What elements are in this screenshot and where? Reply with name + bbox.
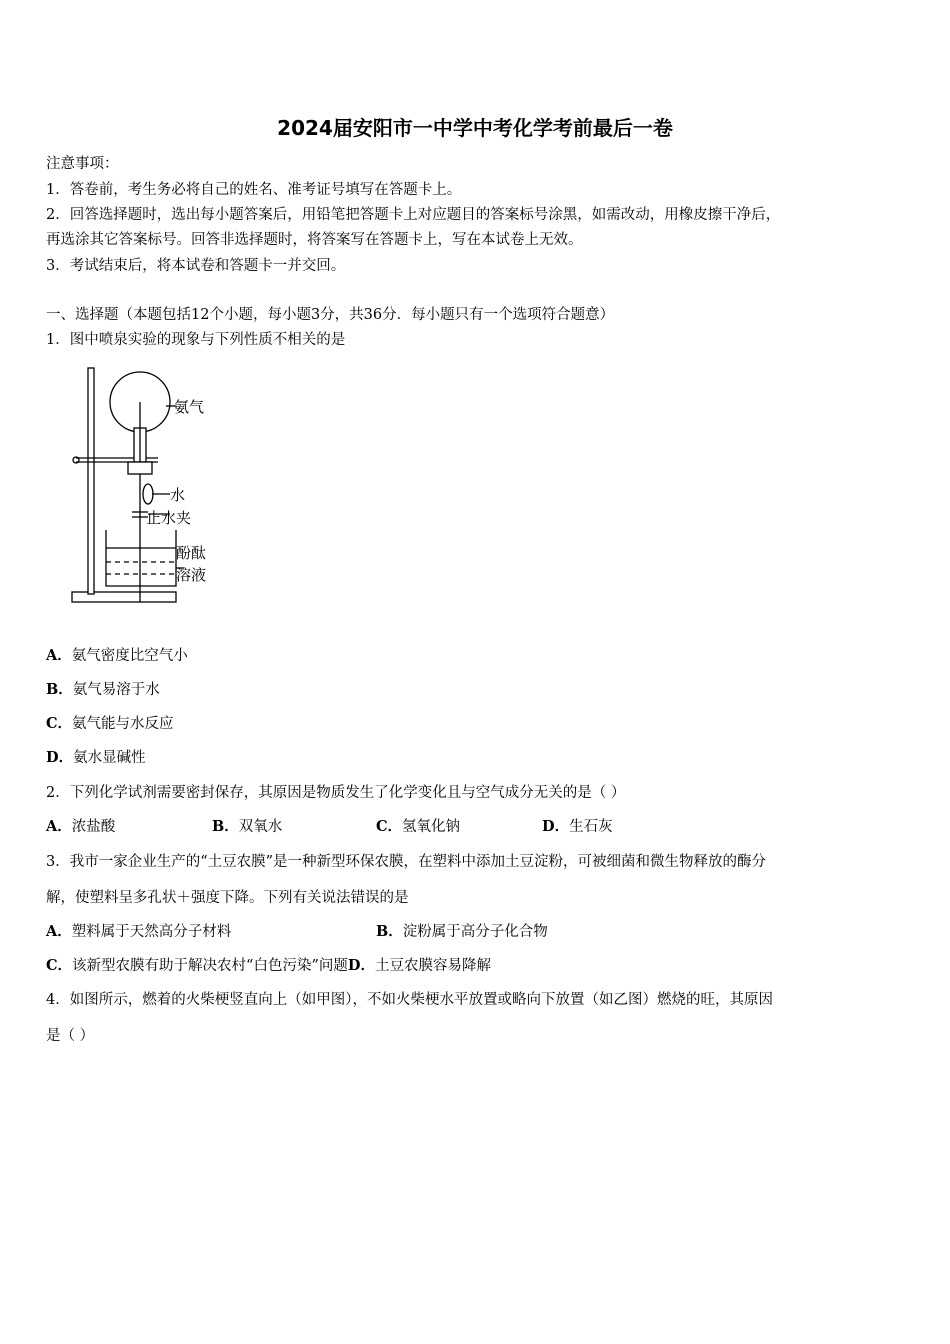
question-4-stem-line-2: 是（ ） <box>46 1028 95 1044</box>
option-text: 氨水显碱性 <box>73 750 146 766</box>
option-label: C． <box>46 957 73 974</box>
option-label: B． <box>212 818 239 835</box>
page-title: 2024届安阳市一中学中考化学考前最后一卷 <box>277 116 673 140</box>
option-text: 氢氧化钠 <box>402 819 461 835</box>
q2-option-c <box>376 815 460 836</box>
question-1-stem: 1．图中喷泉实验的现象与下列性质不相关的是 <box>46 332 346 348</box>
q1-option-a <box>46 644 188 665</box>
option-label: B． <box>46 681 73 698</box>
fountain-experiment-figure <box>66 362 226 610</box>
option-label: D． <box>542 818 570 835</box>
question-3-stem-line-1: 3．我市一家企业生产的“土豆农膜”是一种新型环保农膜，在塑料中添加土豆淀粉，可被细菌和微生物释放的酶分 <box>46 854 767 870</box>
notice-item: 2．回答选择题时，选出每小题答案后，用铅笔把答题卡上对应题目的答案标号涂黑，如需改动，用橡皮擦干净后， <box>46 207 781 223</box>
q1-option-b <box>46 678 160 699</box>
notice-item: 3．考试结束后，将本试卷和答题卡一并交回。 <box>46 258 346 274</box>
option-label: A． <box>46 647 72 664</box>
option-text: 淀粉属于高分子化合物 <box>402 924 548 940</box>
option-label: D． <box>347 957 375 974</box>
option-text: 塑料属于天然高分子材料 <box>71 924 232 940</box>
label-phenol-2: 溶液 <box>176 566 207 584</box>
option-label: C． <box>376 818 403 835</box>
q3-option-a <box>46 920 231 941</box>
option-label: A． <box>46 818 72 835</box>
q2-option-a <box>46 815 115 836</box>
option-text: 氨气密度比空气小 <box>71 648 188 664</box>
question-2-stem: 2．下列化学试剂需要密封保存，其原因是物质发生了化学变化且与空气成分无关的是（ ） <box>46 785 626 801</box>
q1-option-d <box>46 746 146 767</box>
option-label: A． <box>46 923 72 940</box>
option-label: C． <box>46 715 73 732</box>
notice-item: 1．答卷前，考生务必将自己的姓名、准考证号填写在答题卡上。 <box>46 182 462 198</box>
label-ammonia: 氨气 <box>174 398 205 416</box>
label-phenol-1: 酚酞 <box>176 544 207 562</box>
label-water: 水 <box>170 486 186 504</box>
option-text: 浓盐酸 <box>71 819 116 835</box>
q1-option-c <box>46 712 174 733</box>
option-text: 氨气能与水反应 <box>72 716 174 732</box>
option-label: B． <box>376 923 403 940</box>
label-clamp: 止水夹 <box>146 509 192 527</box>
q2-option-b <box>212 815 282 836</box>
q3-option-c-d <box>46 954 491 975</box>
option-text: 氨气易溶于水 <box>72 682 160 698</box>
question-3-stem-line-2: 解，使塑料呈多孔状＋强度下降。下列有关说法错误的是 <box>46 890 409 906</box>
notice-item: 再选涂其它答案标号。回答非选择题时，将答案写在答题卡上，写在本试卷上无效。 <box>46 232 583 248</box>
option-text: 双氧水 <box>238 819 283 835</box>
option-text: 生石灰 <box>569 819 613 835</box>
q3-option-b <box>376 920 548 941</box>
option-text: 该新型农膜有助于解决农村“白色污染”问题 <box>72 958 348 974</box>
q2-option-d <box>542 815 613 836</box>
option-label: D． <box>46 749 74 766</box>
notice-heading: 注意事项： <box>46 156 119 172</box>
option-text: 土豆农膜容易降解 <box>374 958 491 974</box>
question-4-stem-line-1: 4．如图所示，燃着的火柴梗竖直向上（如甲图），不如火柴梗水平放置或略向下放置（如乙图）燃烧的旺，其原因 <box>46 992 773 1008</box>
section-heading: 一、选择题（本题包括12个小题，每小题3分，共36分．每小题只有一个选项符合题意） <box>46 307 615 323</box>
